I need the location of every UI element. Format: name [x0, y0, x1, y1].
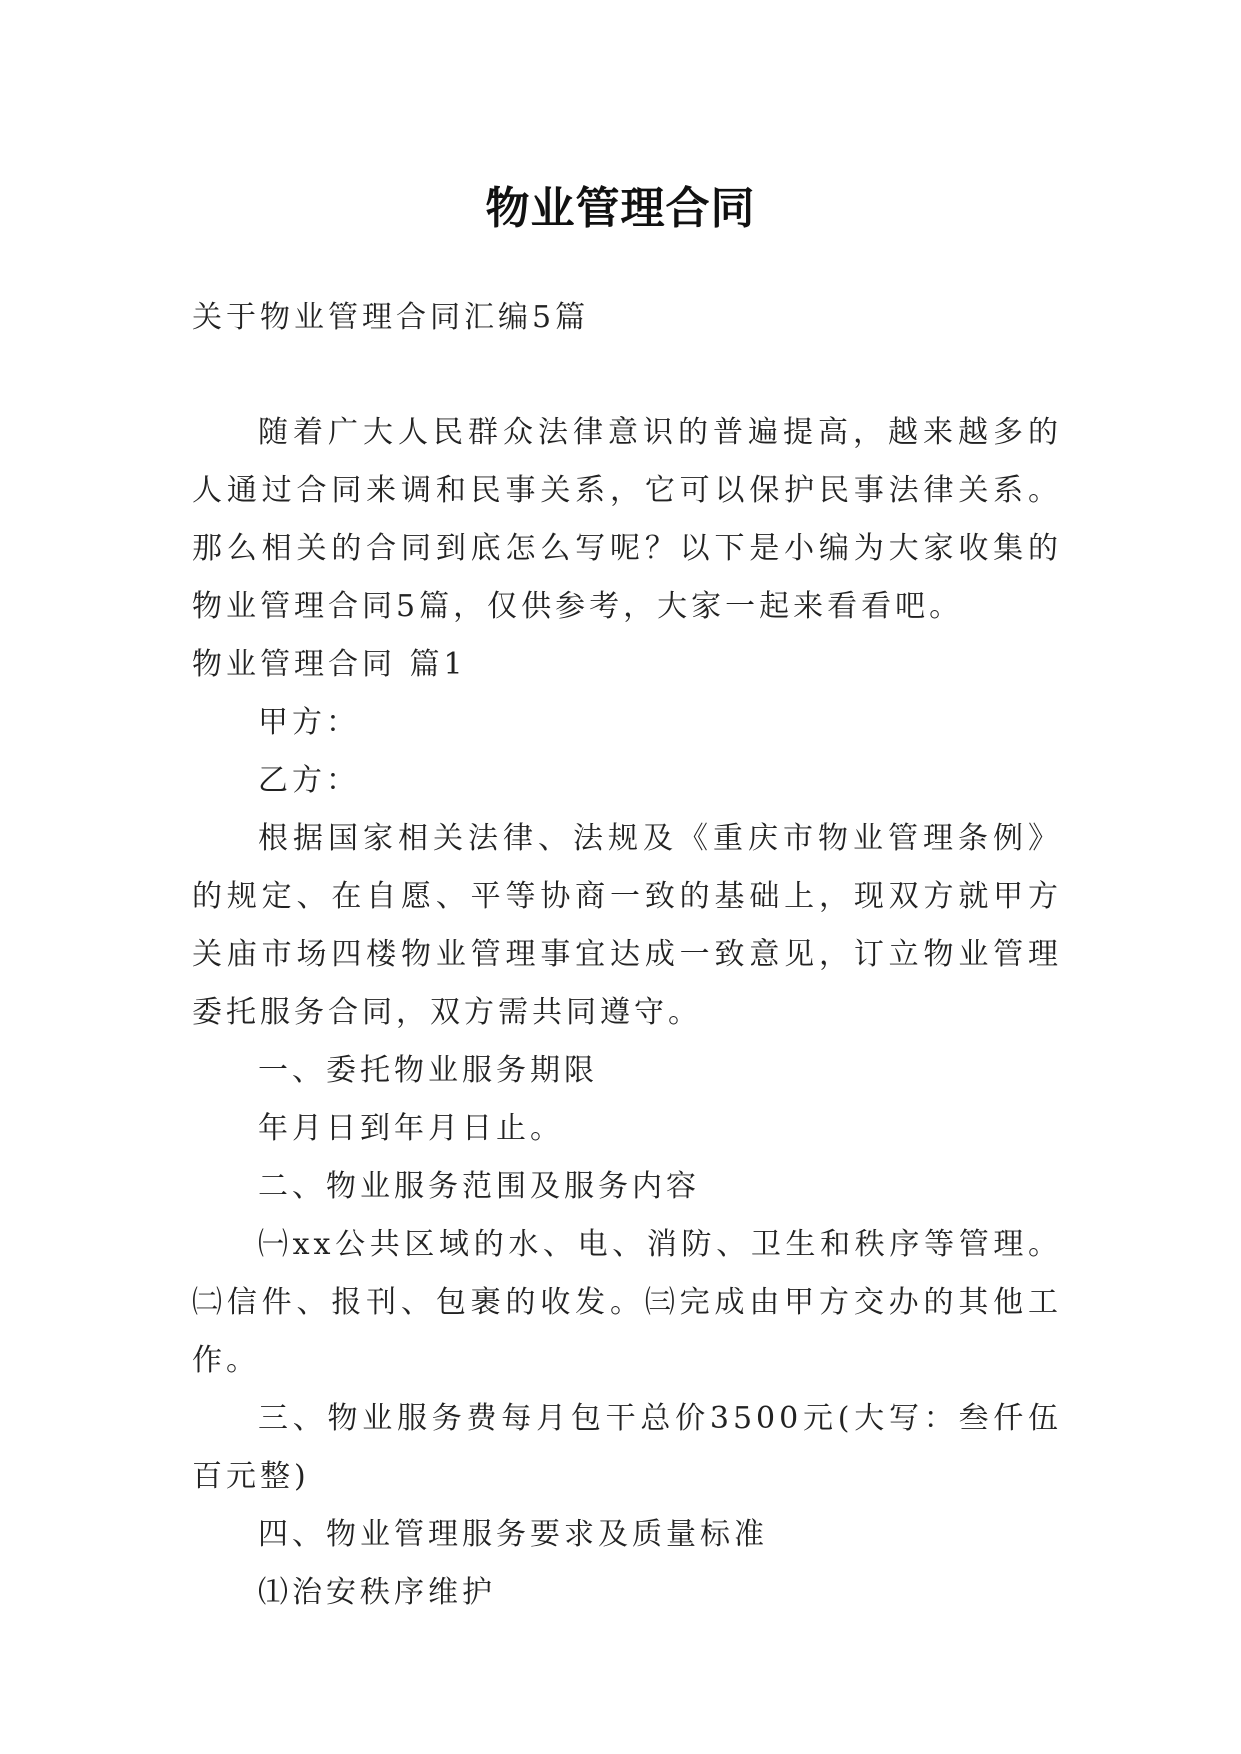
- document-body: [192, 404, 1062, 1622]
- clause-heading: 一、委托物业服务期限: [258, 1053, 598, 1088]
- section-heading: 物业管理合同 篇1: [192, 647, 467, 682]
- preamble-paragraph: 根据国家相关法律、法规及《重庆市物业管理条例》的规定、在自愿、平等协商一致的基础上，现双方就甲方关庙市场四楼物业管理事宜达成一致意见，订立物业管理委托服务合同，双方需共同遵守。: [192, 821, 1062, 1030]
- clause-text: 年月日到年月日止。: [258, 1111, 564, 1146]
- clause-heading: 四、物业管理服务要求及质量标准: [258, 1517, 768, 1552]
- clause-heading: 二、物业服务范围及服务内容: [258, 1169, 700, 1204]
- intro-paragraph: 随着广大人民群众法律意识的普遍提高，越来越多的人通过合同来调和民事关系，它可以保护民事法律关系。那么相关的合同到底怎么写呢？以下是小编为大家收集的物业管理合同5篇，仅供参考，大家一起来看看吧。: [192, 415, 1062, 624]
- clause-text: ㈠xx公共区域的水、电、消防、卫生和秩序等管理。㈡信件、报刊、包裹的收发。㈢完成由甲方交办的其他工作。: [192, 1227, 1062, 1378]
- document-subtitle: 关于物业管理合同汇编5篇: [192, 300, 590, 335]
- party-a-line: 甲方：: [258, 705, 360, 740]
- clause-text: 三、物业服务费每月包干总价3500元(大写：叁仟伍百元整): [192, 1401, 1062, 1494]
- party-b-line: 乙方：: [258, 763, 360, 798]
- page-title: 物业管理合同: [485, 183, 756, 235]
- clause-text: ⑴治安秩序维护: [258, 1575, 496, 1610]
